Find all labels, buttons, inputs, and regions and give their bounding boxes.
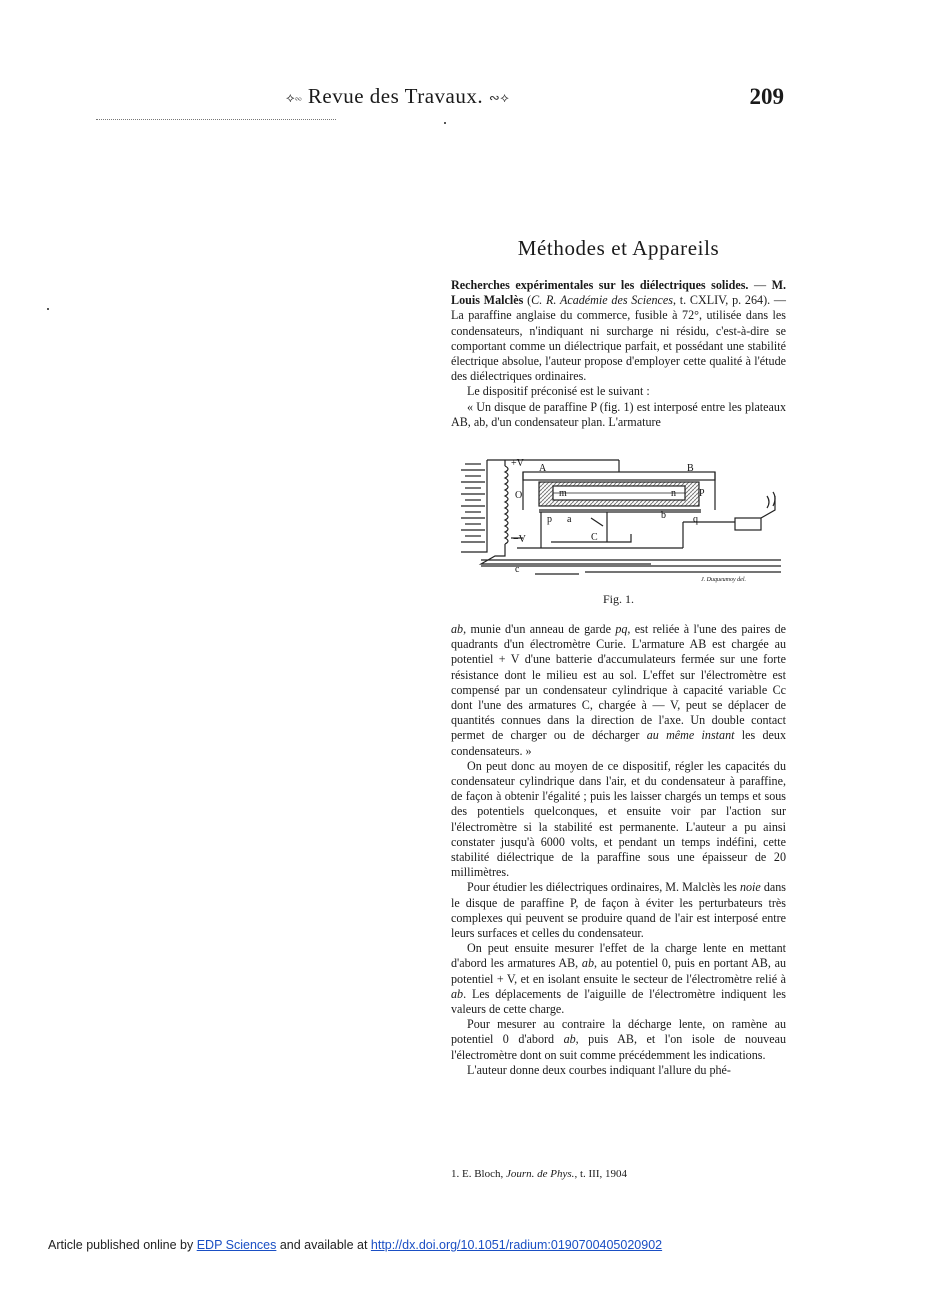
- label-a-big: A: [539, 463, 547, 474]
- ornament-right-icon: ∾⟡: [488, 90, 510, 106]
- section-title: Méthodes et Appareils: [517, 236, 720, 260]
- label-n: n: [671, 488, 676, 499]
- label-p: p: [547, 514, 552, 525]
- text: On peut ensuite mesurer l'effet de la charge lente en mettant d'abord les armatures AB,: [451, 941, 786, 971]
- text: . Les déplacements de l'aiguille de l'électromètre indiquent les valeurs de cette charge.: [451, 986, 786, 1017]
- article-block-bottom: [451, 622, 786, 1078]
- paragraph: On peut donc au moyen de ce dispositif, régler les capacités du condensateur cylindrique dans l'air, et du condensateur à paraffine, de façon à obtenir l'égalité ; puis les laisser chargés un temps et sous des potentiels quelconques, et ensuite voir par l'action sur l'électromètre si la stabilité est permanente. L'auteur a pu ainsi constater jusqu'à 6000 volts, et pendant un temps indéfini, cette stabilité diélectrique de la paraffine sous une épaisseur de 20 millimètres.: [451, 758, 786, 880]
- text: , est reliée à l'une des paires de quadrants d'un électromètre Curie. L'armature AB est chargée au potentiel + V d'une batterie d'accumulateurs fermée sur une forte résistance dont le milieu est au sol. L'effet sur l'électromètre est compensé par un condensateur cylindrique à capacité variable Cc dont l'une des armatures C, chargée à — V, peut se déplacer de quantités connues dans la direction de l'axe. Un double contact permet de charger ou de décharger: [451, 622, 786, 743]
- edp-sciences-link[interactable]: EDP Sciences: [196, 1238, 277, 1252]
- text: Pour étudier les diélectriques ordinaires, M. Malclès les: [467, 880, 740, 895]
- label-p-big: P: [699, 488, 705, 499]
- footer-text: and available at: [276, 1238, 371, 1252]
- apparatus-diagram: [451, 452, 786, 586]
- symbol-ab: ab: [563, 1032, 576, 1047]
- paragraph: [451, 880, 786, 941]
- page-number: 209: [749, 84, 784, 109]
- text: Pour mesurer au contraire la décharge lente, on ramène au potentiel 0 d'abord: [451, 1017, 786, 1047]
- figure-1: [451, 452, 786, 586]
- label-o: O: [515, 490, 523, 501]
- label-c: c: [515, 564, 520, 575]
- symbol-pq: pq: [615, 622, 628, 636]
- battery-stack: [461, 464, 485, 542]
- figure-caption: Fig. 1.: [602, 592, 634, 606]
- paragraph: [451, 622, 786, 759]
- lead-text: , t. CXLIV, p. 264). — La paraffine anglaise du commerce, fusible à 72°, utilisée dans les condensateurs, n'indiquant ni surcharge ni résidu, c'est-à-dire se comportant comme un diélectrique parfait, et possédant une stabilité électrique absolue, l'auteur propose d'employer cette qualité à l'étude des diélectriques ordinaires.: [451, 293, 786, 384]
- paragraph: [451, 1017, 786, 1063]
- paragraph: Le dispositif préconisé est le suivant :: [467, 384, 650, 399]
- stray-mark: [47, 308, 49, 310]
- article-lead-paragraph: [451, 278, 786, 384]
- paragraph: L'auteur donne deux courbes indiquant l'allure du phé-: [467, 1062, 731, 1077]
- emphasis: noie: [739, 880, 761, 895]
- emphasis: au même instant: [646, 728, 735, 743]
- text: dans le disque de paraffine P, de façon à éviter les perturbateurs très complexes qui peuvent se produire quand de l'air est interposé entre leurs surfaces et celles du condensateur.: [451, 880, 786, 941]
- article-author: M. Louis Malclès: [451, 278, 787, 308]
- figure-credit: J. Duqueumoy del.: [701, 577, 746, 583]
- label-b-big: B: [687, 463, 694, 474]
- running-head: [286, 84, 509, 109]
- dash: —: [748, 278, 772, 292]
- symbol-ab: ab: [451, 622, 464, 636]
- doi-link[interactable]: http://dx.doi.org/10.1051/radium:0190700405020902: [370, 1238, 663, 1252]
- running-head-text: Revue des Travaux.: [307, 84, 484, 108]
- footnote-text: 1. E. Bloch,: [451, 1168, 506, 1180]
- label-c-big: C: [591, 532, 598, 543]
- text: les deux condensateurs. »: [451, 728, 786, 758]
- journal-ref: C. R. Académie des Sciences: [531, 293, 673, 308]
- label-plus-v: +V: [511, 458, 524, 469]
- article-block-top: [451, 278, 786, 430]
- symbol-ab: ab: [581, 956, 595, 971]
- publisher-footer: [48, 1238, 662, 1252]
- footnote-text: , t. III, 1904: [574, 1168, 627, 1180]
- label-m: m: [559, 488, 567, 499]
- text: , au potentiel 0, puis en portant AB, au potentiel + V, et en isolant ensuite le secteur de l'électromètre relié à: [451, 956, 787, 986]
- text: , puis AB, et l'on isole de nouveau l'électromètre dont on suit comme précédemment les indications.: [451, 1032, 786, 1062]
- paragraph: « Un disque de paraffine P (fig. 1) est interposé entre les plateaux AB, ab, d'un condensateur plan. L'armature: [451, 399, 786, 429]
- footnote: [451, 1168, 786, 1180]
- label-a: a: [567, 514, 572, 525]
- page-header: [286, 84, 786, 114]
- header-dotted-rule: [96, 119, 336, 120]
- footnote-journal: Journ. de Phys.: [506, 1168, 575, 1180]
- article-title: Recherches expérimentales sur les diélectriques solides.: [451, 278, 749, 292]
- text: , munie d'un anneau de garde: [463, 622, 616, 636]
- stray-mark: [444, 122, 446, 124]
- label-b: b: [661, 510, 666, 521]
- ornament-left-icon: ⟡∾: [286, 90, 303, 106]
- label-q: q: [693, 514, 698, 525]
- label-minus-v: −V: [513, 534, 526, 545]
- ref-open: (: [523, 293, 532, 308]
- paragraph: [451, 941, 786, 1017]
- footer-text: Article published online by: [48, 1238, 197, 1252]
- symbol-ab: ab: [451, 986, 464, 1001]
